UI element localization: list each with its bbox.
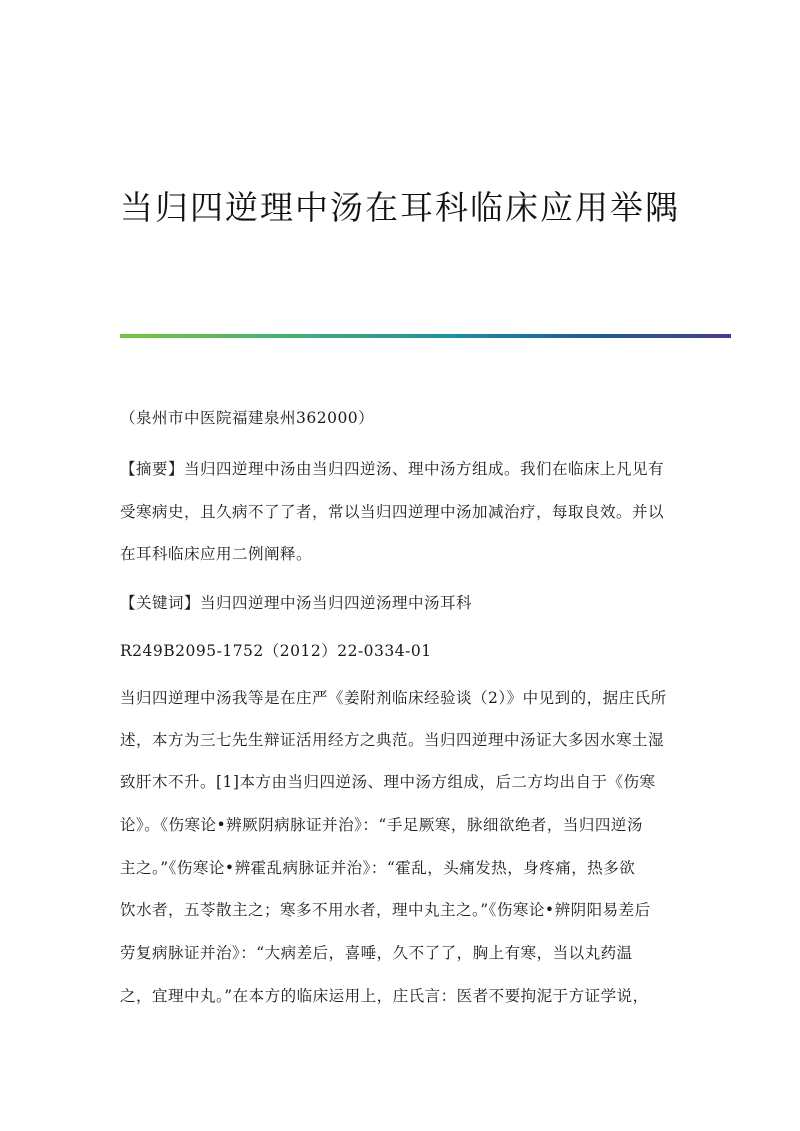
body-line: 致肝木不升。[1]本方由当归四逆汤、理中汤方组成，后二方均出自于《伤寒 [120, 773, 656, 791]
document-title: 当归四逆理中汤在耳科临床应用举隅 [120, 188, 680, 227]
abstract-line: 【摘要】当归四逆理中汤由当归四逆汤、理中汤方组成。我们在临床上凡见有 [120, 460, 665, 478]
abstract-line: 受寒病史，且久病不了了者，常以当归四逆理中汤加减治疗，每取良效。并以 [120, 503, 665, 521]
classification-number: R249B2095-1752（2012）22-0334-01 [120, 642, 432, 660]
body-line: 之，宜理中丸。”在本方的临床运用上，庄氏言：医者不要拘泥于方证学说， [120, 987, 649, 1005]
body-line: 主之。”《伤寒论•辨霍乱病脉证并治》：“霍乱，头痛发热，身疼痛，热多欲 [120, 859, 636, 877]
body-line: 饮水者，五苓散主之；寒多不用水者，理中丸主之。”《伤寒论•辨阴阳易差后 [120, 901, 651, 919]
abstract-line: 在耳科临床应用二例阐释。 [120, 545, 313, 563]
gradient-divider [120, 334, 731, 338]
body-line: 劳复病脉证并治》：“大病差后，喜唾，久不了了，胸上有寒，当以丸药温 [120, 944, 633, 962]
body-line: 论》。《伤寒论•辨厥阴病脉证并治》：“手足厥寒，脉细欲绝者，当归四逆汤 [120, 816, 643, 834]
body-line: 述，本方为三七先生辩证活用经方之典范。当归四逆理中汤证大多因水寒土湿 [120, 731, 665, 749]
keywords-line: 【关键词】当归四逆理中汤当归四逆汤理中汤耳科 [120, 594, 473, 612]
author-affiliation: （泉州市中医院福建泉州362000） [120, 409, 375, 427]
body-line: 当归四逆理中汤我等是在庄严《姜附剂临床经验谈（2）》中见到的，据庄氏所 [120, 689, 667, 707]
